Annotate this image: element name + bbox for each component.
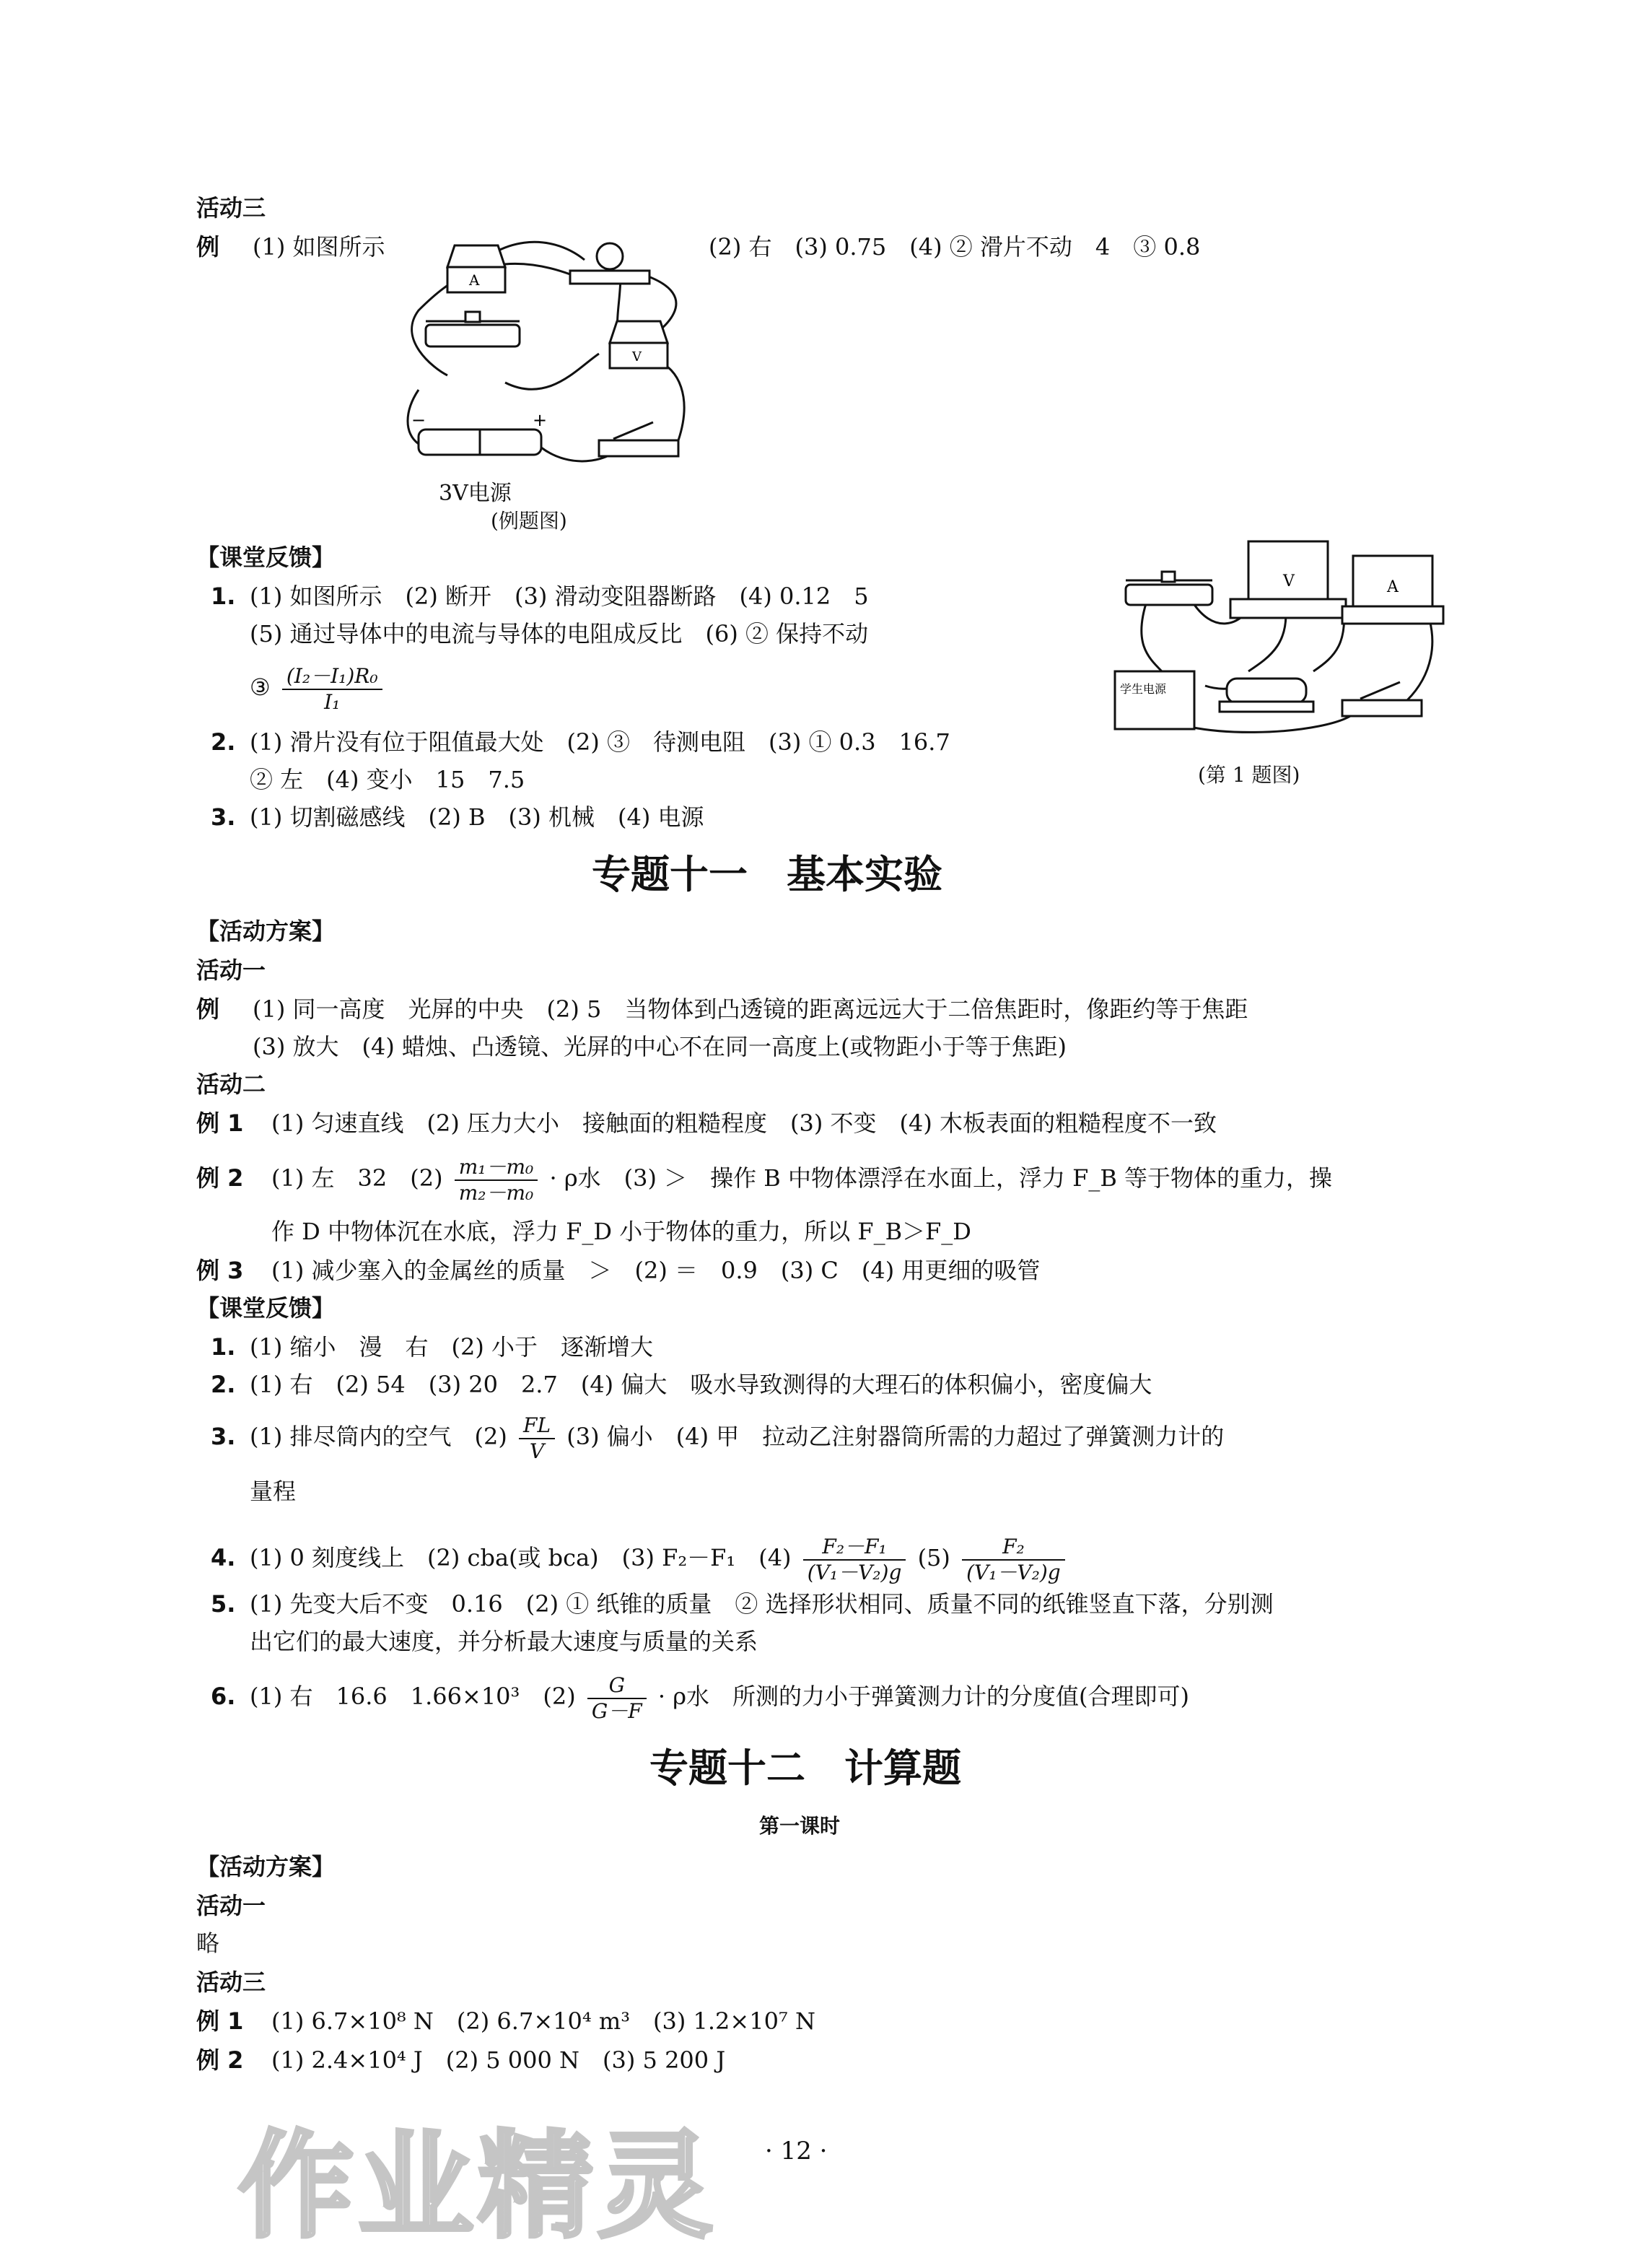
s11-f3-number: 3. xyxy=(211,1423,236,1450)
s11-f5-line2: 出它们的最大速度，并分析最大速度与质量的关系 xyxy=(250,1628,758,1655)
f4-fraction1-numerator: F₂－F₁ xyxy=(803,1535,906,1561)
svg-text:V: V xyxy=(1283,572,1295,590)
f3-fraction-numerator: FL xyxy=(519,1413,555,1439)
activity3-heading: 活动三 xyxy=(196,194,266,222)
f3-fraction-denominator: V xyxy=(529,1439,545,1463)
q1-line1: (1) 如图所示 (2) 断开 (3) 滑动变阻器断路 (4) 0.12 5 xyxy=(250,583,869,610)
section11-ex3-line: (1) 减少塞入的金属丝的质量 ＞ (2) ＝ 0.9 (3) C (4) 用更细的吸管 xyxy=(271,1257,1041,1284)
watermark: 作业精灵 xyxy=(238,2119,718,2254)
ex2-fraction-denominator: m₂－m₀ xyxy=(458,1180,534,1205)
s11-f5-line1: (1) 先变大后不变 0.16 (2) ① 纸锥的质量 ② 选择形状相同、质量不同的纸锥竖直下落，分别测 xyxy=(250,1590,1274,1618)
f4-fraction2-numerator: F₂ xyxy=(962,1535,1065,1561)
f3-pre: (1) 排尽筒内的空气 (2) xyxy=(250,1423,507,1450)
svg-text:+: + xyxy=(533,410,548,430)
f6-pre: (1) 右 16.6 1.66×10³ (2) xyxy=(250,1683,576,1710)
s11-f6-number: 6. xyxy=(211,1683,236,1710)
s11-f4-number: 4. xyxy=(211,1544,236,1571)
q1-line3 xyxy=(250,658,387,716)
section12-activity3: 活动三 xyxy=(196,1968,266,1996)
example-part1: (1) 如图所示 xyxy=(253,233,385,261)
f4-fraction2-denominator: (V₁－V₂)g xyxy=(966,1560,1061,1584)
f4-fraction1-denominator: (V₁－V₂)g xyxy=(807,1560,902,1584)
q2-number: 2. xyxy=(211,728,236,756)
section11-activity2: 活动二 xyxy=(196,1070,266,1098)
section12-ex2-label: 例 2 xyxy=(196,2046,244,2074)
example-figure-caption: (例题图) xyxy=(491,509,567,533)
s11-f3-line1 xyxy=(250,1406,1224,1467)
ex2-pre: (1) 左 32 (2) xyxy=(271,1164,443,1192)
f4-mid: (5) xyxy=(917,1544,950,1571)
q3-number: 3. xyxy=(211,803,236,831)
feedback-circuit-figure xyxy=(1104,534,1450,751)
f4-pre: (1) 0 刻度线上 (2) cba(或 bca) (3) F₂－F₁ (4) xyxy=(250,1544,792,1571)
section11-ex2-line1 xyxy=(271,1148,1332,1208)
section11-title: 专题十一 基本实验 xyxy=(592,852,942,897)
lesson-label: 第一课时 xyxy=(759,1814,841,1838)
svg-text:−: − xyxy=(411,410,426,430)
section11-feedback-heading: 【课堂反馈】 xyxy=(196,1294,336,1322)
section11-ex3-label: 例 3 xyxy=(196,1257,244,1284)
q1-fraction-numerator: (I₂－I₁)R₀ xyxy=(282,664,382,690)
page-number: · 12 · xyxy=(765,2137,828,2165)
ex2-post: · ρ水 (3) ＞ 操作 B 中物体漂浮在水面上，浮力 F_B 等于物体的重力，操 xyxy=(549,1164,1333,1192)
f6-fraction-numerator: G xyxy=(587,1673,647,1699)
q1-line2: (5) 通过导体中的电流与导体的电阻成反比 (6) ② 保持不动 xyxy=(250,620,869,647)
example-label: 例 xyxy=(196,233,220,261)
section12-ex1-line: (1) 6.7×10⁸ N (2) 6.7×10⁴ m³ (3) 1.2×10⁷ N xyxy=(271,2007,815,2035)
s11-f2-number: 2. xyxy=(211,1371,236,1398)
section11-ex2-label: 例 2 xyxy=(196,1164,244,1192)
f6-fraction xyxy=(587,1673,647,1724)
ex2-fraction xyxy=(455,1155,538,1205)
f6-fraction-denominator: G－F xyxy=(591,1698,642,1723)
section11-ex-label: 例 xyxy=(196,995,220,1023)
section12-ex1-label: 例 1 xyxy=(196,2007,244,2035)
s11-f4-line xyxy=(250,1527,1069,1588)
section11-ex-line1: (1) 同一高度 光屏的中央 (2) 5 当物体到凸透镜的距离远远大于二倍焦距时，像距约等于焦距 xyxy=(253,995,1248,1023)
section12-activity1: 活动一 xyxy=(196,1892,266,1919)
svg-text:A: A xyxy=(1387,578,1399,596)
f4-fraction1 xyxy=(803,1535,906,1585)
example-part2: (2) 右 (3) 0.75 (4) ② 滑片不动 4 ③ 0.8 xyxy=(709,233,1201,261)
q1-fraction-denominator: I₁ xyxy=(324,689,341,714)
s11-f1-line: (1) 缩小 漫 右 (2) 小于 逐渐增大 xyxy=(250,1333,654,1361)
power-supply-label: 3V电源 xyxy=(439,481,512,506)
svg-text:A: A xyxy=(469,271,480,289)
section11-ex1-line: (1) 匀速直线 (2) 压力大小 接触面的粗糙程度 (3) 不变 (4) 木板表面的粗糙程度不一致 xyxy=(271,1109,1217,1137)
example-circuit-figure xyxy=(404,231,693,469)
q1-fraction xyxy=(282,664,382,715)
section12-title: 专题十二 计算题 xyxy=(649,1745,961,1791)
section12-activity1-body: 略 xyxy=(196,1929,220,1957)
feedback-heading: 【课堂反馈】 xyxy=(196,544,336,571)
s11-f2-line: (1) 右 (2) 54 (3) 20 2.7 (4) 偏大 吸水导致测得的大理石的体积偏小，密度偏大 xyxy=(250,1371,1152,1398)
q3-line1: (1) 切割磁感线 (2) B (3) 机械 (4) 电源 xyxy=(250,803,704,831)
f4-fraction2 xyxy=(962,1535,1065,1585)
supply-label: 学生电源 xyxy=(1120,682,1167,696)
s11-f5-number: 5. xyxy=(211,1590,236,1618)
q1-line3-prefix: ③ xyxy=(250,673,271,701)
f3-post: (3) 偏小 (4) 甲 拉动乙注射器筒所需的力超过了弹簧测力计的 xyxy=(566,1423,1225,1450)
feedback-figure-caption: (第 1 题图) xyxy=(1198,763,1300,787)
s11-f3-line2: 量程 xyxy=(250,1478,297,1505)
q1-number: 1. xyxy=(211,583,236,610)
section11-plan-heading: 【活动方案】 xyxy=(196,917,336,945)
section11-ex-line2: (3) 放大 (4) 蜡烛、凸透镜、光屏的中心不在同一高度上(或物距小于等于焦距) xyxy=(253,1033,1067,1060)
section12-ex2-line: (1) 2.4×10⁴ J (2) 5 000 N (3) 5 200 J xyxy=(271,2046,726,2074)
f3-fraction xyxy=(519,1413,555,1464)
ex2-fraction-numerator: m₁－m₀ xyxy=(455,1155,538,1181)
section11-ex2-line2: 作 D 中物体沉在水底，浮力 F_D 小于物体的重力，所以 F_B＞F_D xyxy=(271,1218,971,1245)
section11-ex1-label: 例 1 xyxy=(196,1109,244,1137)
section11-activity1: 活动一 xyxy=(196,956,266,984)
q2-line1: (1) 滑片没有位于阻值最大处 (2) ③ 待测电阻 (3) ① 0.3 16.7 xyxy=(250,728,950,756)
q2-line2: ② 左 (4) 变小 15 7.5 xyxy=(250,766,525,793)
s11-f6-line xyxy=(250,1666,1189,1727)
f6-post: · ρ水 所测的力小于弹簧测力计的分度值(合理即可) xyxy=(657,1683,1189,1710)
s11-f1-number: 1. xyxy=(211,1333,236,1361)
svg-text:V: V xyxy=(632,349,642,365)
section12-plan-heading: 【活动方案】 xyxy=(196,1853,336,1880)
